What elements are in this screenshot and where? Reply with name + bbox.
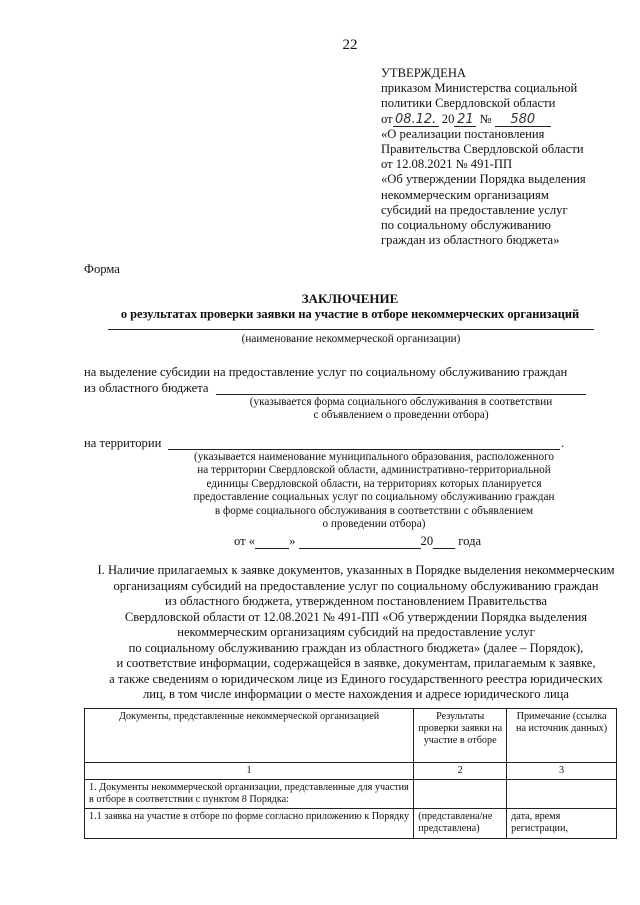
handwritten-year: 21 — [454, 113, 476, 127]
approval-line: «Об утверждении Порядка выделения — [381, 172, 586, 187]
service-form-caption: (указывается форма социального обслуживания в соответствии с объявлением о проведении отбора) — [249, 396, 553, 422]
approval-line: приказом Министерства социальной — [381, 81, 578, 96]
date-year-prefix: 20 — [441, 111, 455, 126]
approval-line: «О реализации постановления — [381, 126, 545, 141]
approval-line: от 12.08.2021 № 491-ПП — [381, 157, 513, 172]
territory-field-line — [168, 449, 560, 450]
subsidy-text-line1: на выделение субсидии на предоставление услуг по социальному обслуживанию граждан — [84, 365, 568, 379]
date-line: от « » 20 года — [234, 534, 482, 548]
page-number: 22 — [342, 37, 358, 53]
approval-line: граждан из областного бюджета» — [381, 233, 560, 248]
territory-label: на территории — [84, 436, 162, 450]
service-form-field-line — [216, 394, 586, 395]
month-field — [299, 535, 421, 549]
number-prefix: № — [479, 111, 492, 126]
approval-title: УТВЕРЖДЕНА — [381, 66, 467, 80]
territory-end: . — [561, 436, 565, 450]
org-name-caption: (наименование некоммерческой организации) — [241, 333, 461, 345]
approval-date-line — [381, 112, 631, 127]
approval-block — [381, 66, 631, 248]
handwritten-number: 580 — [495, 113, 551, 127]
date-prefix: от — [381, 111, 393, 126]
subsidy-text-line2: из областного бюджета — [84, 381, 209, 395]
approval-line: субсидий на предоставление услуг — [381, 202, 568, 217]
approval-line: по социальному обслуживанию — [381, 218, 551, 233]
table-row: 1. Документы некоммерческой организации, представленные для участия в отборе в соответствии с пунктом 8 Порядка: — [85, 780, 617, 809]
header-results: Результаты проверки заявки на участие в отборе — [414, 709, 507, 763]
header-note: Примечание (ссылка на источник данных) — [507, 709, 617, 763]
approval-line: некоммерческим организациям — [381, 187, 549, 202]
section-1-heading: I. Наличие прилагаемых к заявке документов, указанных в Порядке выделения некоммерческим организациям субсидий на предоставление услуг по социальному обслуживанию граждан из областного бюджета, утвержденном постановлением Правительства Свердловской области от 12.08.2021 № 491-ПП «Об утверждении Порядка выделения некоммерческим организациям субсидий на предоставление услуг по социальному обслуживанию граждан из областного бюджета» (далее – Порядок), и соответствие информации, содержащейся в заявке, документам, прилагаемым к заявке, а также сведениям о юридическом лице из Единого государственного реестра юридических лиц, в том числе информации о месте нахождения и адресе юридического лица — [97, 563, 615, 701]
documents-table — [84, 708, 617, 839]
document-subtitle: о результатах проверки заявки на участие в отборе некоммерческих организаций — [120, 307, 580, 321]
document-title: ЗАКЛЮЧЕНИЕ — [301, 291, 399, 306]
approval-line: политики Свердловской области — [381, 96, 556, 111]
form-label: Форма — [84, 262, 120, 276]
year-field — [433, 535, 455, 549]
table-header-row — [85, 709, 617, 763]
table-row: 1.1 заявка на участие в отборе по форме согласно приложению к Порядку (представлена/не представлена) дата, время регистрации, — [85, 809, 617, 839]
org-name-field-line — [108, 329, 594, 330]
handwritten-date: 08.12. — [393, 113, 439, 127]
day-field — [255, 535, 289, 549]
approval-line: Правительства Свердловской области — [381, 142, 584, 157]
table-column-numbers-row: 1 2 3 — [85, 763, 617, 780]
territory-caption: (указывается наименование муниципального образования, расположенного на территории Свердловской области, административно-территориальной единицы Свердловской области, на территориях которых планируется предоставление социальных услуг по социальному обслуживанию граждан в форме социального обслуживания в соответствии с объявлением о проведении отбора) — [193, 451, 555, 531]
header-documents: Документы, представленные некоммерческой организацией — [85, 709, 414, 763]
